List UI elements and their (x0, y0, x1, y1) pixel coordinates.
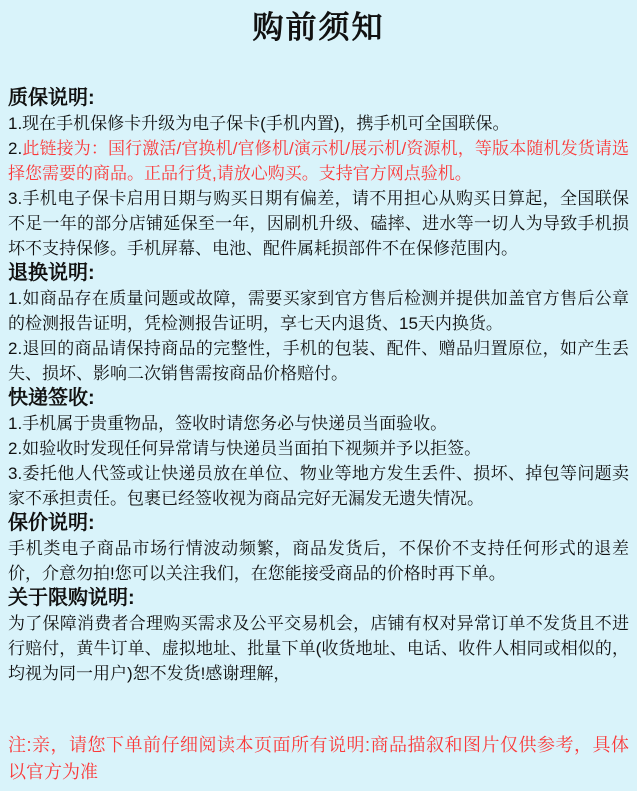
notice-paragraph (8, 186, 629, 261)
notice-text: 1.手机属于贵重物品，签收时请您务必与快递员当面验收。 (8, 414, 448, 433)
section-heading: 质保说明: (8, 87, 95, 109)
notice-paragraph (8, 461, 629, 511)
footnote-text: 注:亲，请您下单前仔细阅读本页面所有说明:商品描叙和图片仅供参考，具体以官方为准 (8, 735, 629, 782)
section-heading: 关于限购说明: (8, 587, 135, 609)
notice-sections (8, 86, 629, 686)
notice-text: 3.委托他人代签或让快递员放在单位、物业等地方发生丢件、损坏、掉包等问题卖家不承担责任。包裹已经签收视为商品完好无漏发无遗失情况。 (8, 464, 629, 508)
notice-text: 2. (8, 139, 23, 158)
notice-paragraph (8, 286, 629, 336)
notice-text: 2.如验收时发现任何异常请与快递员当面拍下视频并予以拒签。 (8, 439, 482, 458)
notice-text: 1.现在手机保修卡升级为电子保卡(手机内置)，携手机可全国联保。 (8, 114, 510, 133)
section-heading: 退换说明: (8, 262, 95, 284)
notice-text: 3.手机电子保卡启用日期与购买日期有偏差，请不用担心从购买日算起，全国联保不足一年的部分店铺延保至一年，因刷机升级、磕摔、进水等一切人为导致手机损坏不支持保修。手机屏幕、电池、配件属耗损部件不在保修范围内。 (8, 189, 629, 258)
notice-text: 手机类电子商品市场行情波动频繁，商品发货后，不保价不支持任何形式的退差价，介意勿拍!您可以关注我们，在您能接受商品的价格时再下单。 (8, 539, 629, 583)
notice-text: 2.退回的商品请保持商品的完整性，手机的包装、配件、赠品归置原位，如产生丢失、损坏、影响二次销售需按商品价格赔付。 (8, 339, 629, 383)
notice-paragraph (8, 536, 629, 586)
notice-paragraph (8, 436, 629, 461)
section-heading: 快递签收: (8, 387, 95, 409)
notice-paragraph (8, 336, 629, 386)
notice-paragraph (8, 111, 629, 136)
notice-paragraph (8, 136, 629, 186)
page-title: 购前须知 (252, 10, 385, 45)
notice-text: 1.如商品存在质量问题或故障，需要买家到官方售后检测并提供加盖官方售后公章的检测报告证明，凭检测报告证明，享七天内退货、15天内换货。 (8, 289, 629, 333)
notice-text-red: 此链接为：国行激活/官换机/官修机/演示机/展示机/资源机，等版本随机发货请选择您需要的商品。正品行货,请放心购买。支持官方网点验机。 (8, 139, 629, 183)
section-heading: 保价说明: (8, 512, 95, 534)
notice-text: 为了保障消费者合理购买需求及公平交易机会，店铺有权对异常订单不发货且不进行赔付，黄牛订单、虚拟地址、批量下单(收货地址、电话、收件人相同或相似的，均视为同一用户)恕不发货!感谢理解， (8, 614, 629, 683)
notice-paragraph (8, 411, 629, 436)
notice-paragraph (8, 611, 629, 686)
